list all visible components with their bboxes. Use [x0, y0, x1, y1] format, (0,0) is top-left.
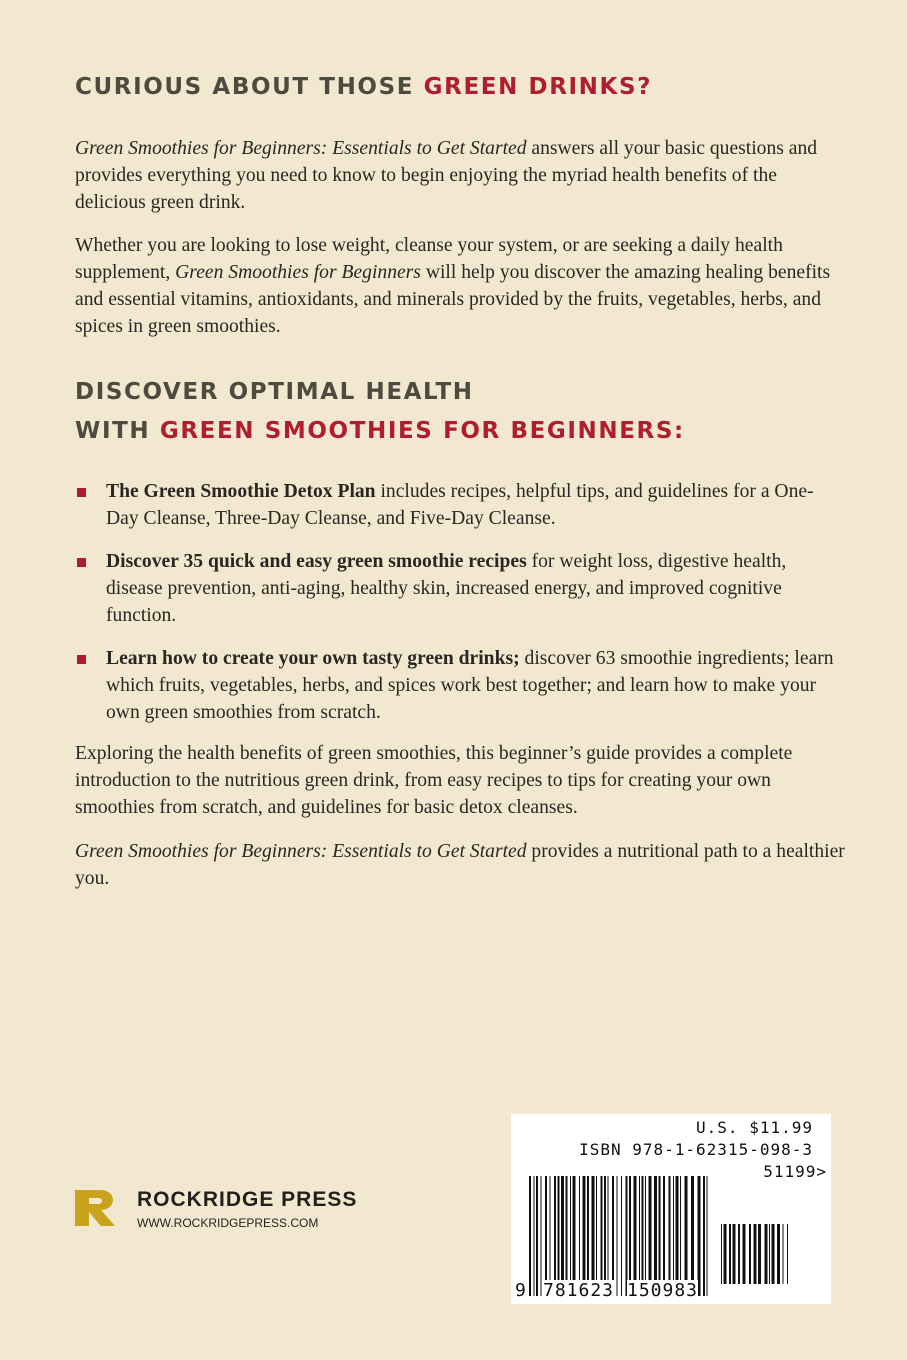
paragraph-2	[75, 232, 845, 340]
barcode-bar	[698, 1176, 701, 1296]
barcode-bar	[545, 1176, 547, 1296]
barcode-bar	[721, 1224, 722, 1284]
barcode-bar	[777, 1224, 780, 1284]
barcode-bar	[743, 1224, 746, 1284]
list-item	[75, 645, 845, 726]
barcode-bar	[645, 1176, 646, 1296]
barcode-bar	[541, 1176, 542, 1296]
heading-curious	[75, 74, 652, 100]
barcode-bar	[596, 1176, 597, 1296]
closing-italic: Green Smoothies for Beginners: Essentials to Get Started	[75, 841, 527, 862]
barcode-bar	[529, 1176, 531, 1296]
barcode-bar	[639, 1176, 640, 1296]
bullet-square-icon	[77, 558, 86, 567]
barcode-digits-left: 781623	[543, 1280, 615, 1301]
barcode-bar	[579, 1176, 580, 1296]
barcode-bar	[769, 1224, 770, 1284]
paragraph-3: Exploring the health benefits of green smoothies, this beginner’s guide provides a complete introduction to the nutritious green drink, from easy recipes to tips for creating your own smoothies from scratch, and guidelines for basic detox cleanses.	[75, 743, 793, 818]
barcode-bar	[583, 1176, 586, 1296]
barcode-bar	[669, 1176, 671, 1296]
barcode-bar	[772, 1224, 775, 1284]
list-item	[75, 548, 845, 629]
isbn-label: ISBN 978-1-62315-098-3	[579, 1140, 813, 1159]
barcode-bar	[558, 1176, 560, 1296]
para2-italic: Green Smoothies for Beginners	[175, 262, 421, 283]
barcode-bar	[550, 1176, 551, 1296]
heading-red-title: GREEN SMOOTHIES FOR BEGINNERS:	[159, 418, 685, 444]
barcode-bar	[659, 1176, 661, 1296]
barcode-bar	[587, 1176, 589, 1296]
barcode-bar	[691, 1176, 694, 1296]
barcode-bar	[536, 1176, 538, 1296]
barcode-bar	[663, 1176, 665, 1296]
barcode-bar	[765, 1224, 768, 1284]
closing-text: provides a nutritional path to a healthier you.	[75, 841, 845, 889]
barcode-bar	[654, 1176, 657, 1296]
barcode-bar	[673, 1176, 674, 1296]
barcode-bar	[783, 1224, 784, 1284]
barcode-bar	[642, 1176, 644, 1296]
bullet-text: discover 63 smoothie ingredients; learn which fruits, vegetables, herbs, and spices work best together; and learn how to make your own green smoothies from scratch.	[106, 648, 834, 723]
bullet-square-icon	[77, 655, 86, 664]
addon-code: 51199>	[763, 1162, 827, 1181]
publisher-url: WWW.ROCKRIDGEPRESS.COM	[137, 1216, 319, 1230]
barcode-bar	[570, 1176, 571, 1296]
barcode-bar	[554, 1176, 556, 1296]
barcode-bar	[749, 1224, 751, 1284]
barcode-bar	[787, 1224, 788, 1284]
barcode-bar	[621, 1176, 622, 1296]
barcode-bar	[534, 1176, 535, 1296]
barcode-box	[511, 1114, 831, 1304]
barcode-bar	[634, 1176, 637, 1296]
bullet-text: for weight loss, digestive health, disease prevention, anti-aging, healthy skin, increased energy, and improved cognitive function.	[106, 551, 787, 626]
barcode-bar	[604, 1176, 606, 1296]
barcode-digits-right: 150983	[627, 1280, 699, 1301]
bullet-text: includes recipes, helpful tips, and guidelines for a One-Day Cleanse, Three-Day Cleanse, and Five-Day Cleanse.	[106, 481, 814, 529]
bullet-bold: Learn how to create your own tasty green drinks;	[106, 648, 520, 669]
barcode-bar	[733, 1224, 736, 1284]
heading-dark-text: CURIOUS ABOUT THOSE	[75, 74, 415, 100]
barcode-bar	[758, 1224, 761, 1284]
barcode-bar	[738, 1224, 740, 1284]
barcode-digit-lead: 9	[515, 1280, 526, 1301]
intro-paragraph	[75, 135, 845, 216]
publisher-name: ROCKRIDGE PRESS	[137, 1188, 358, 1211]
barcode-bar	[612, 1176, 614, 1296]
price-label: U.S. $11.99	[696, 1118, 813, 1137]
para2-text-a: Whether you are looking to lose weight, cleanse your system, or are seeking a daily health supplement,	[75, 235, 783, 283]
heading-discover: DISCOVER OPTIMAL HEALTH	[75, 379, 474, 405]
barcode-bar	[680, 1176, 681, 1296]
barcode-bar	[685, 1176, 688, 1296]
closing-paragraph	[75, 838, 845, 892]
heading-red-text: GREEN DRINKS?	[423, 74, 653, 100]
bullet-bold: The Green Smoothie Detox Plan	[106, 481, 376, 502]
rockridge-logo-icon	[75, 1190, 115, 1226]
barcode-bar	[729, 1224, 731, 1284]
bullet-bold: Discover 35 quick and easy green smoothie recipes	[106, 551, 527, 572]
barcode-bar	[601, 1176, 603, 1296]
barcode-bar	[629, 1176, 631, 1296]
barcode-bar	[754, 1224, 757, 1284]
heading-with	[75, 418, 685, 444]
intro-text: answers all your basic questions and provides everything you need to know to begin enjoying the myriad health benefits of the delicious green drink.	[75, 138, 818, 213]
bullet-square-icon	[77, 488, 86, 497]
barcode-bar	[676, 1176, 679, 1296]
heading-with-text: WITH	[75, 418, 151, 444]
barcode-bar	[707, 1176, 708, 1296]
feature-list	[75, 478, 845, 742]
barcode-bar	[724, 1224, 727, 1284]
barcode-bar	[592, 1176, 595, 1296]
book-title-italic: Green Smoothies for Beginners: Essentials to Get Started	[75, 138, 527, 159]
barcode-bar	[617, 1176, 618, 1296]
barcode-bar	[649, 1176, 652, 1296]
para2-text-b: will help you discover the amazing healing benefits and essential vitamins, antioxidants, and minerals provided by the fruits, vegetables, herbs, and spices in green smoothies.	[75, 262, 831, 337]
barcode-bar	[703, 1176, 705, 1296]
barcode-bar	[573, 1176, 576, 1296]
barcode-bar	[561, 1176, 564, 1296]
barcode-bar	[566, 1176, 568, 1296]
barcode-bar	[608, 1176, 609, 1296]
list-item	[75, 478, 845, 532]
barcode-bar	[626, 1176, 628, 1296]
